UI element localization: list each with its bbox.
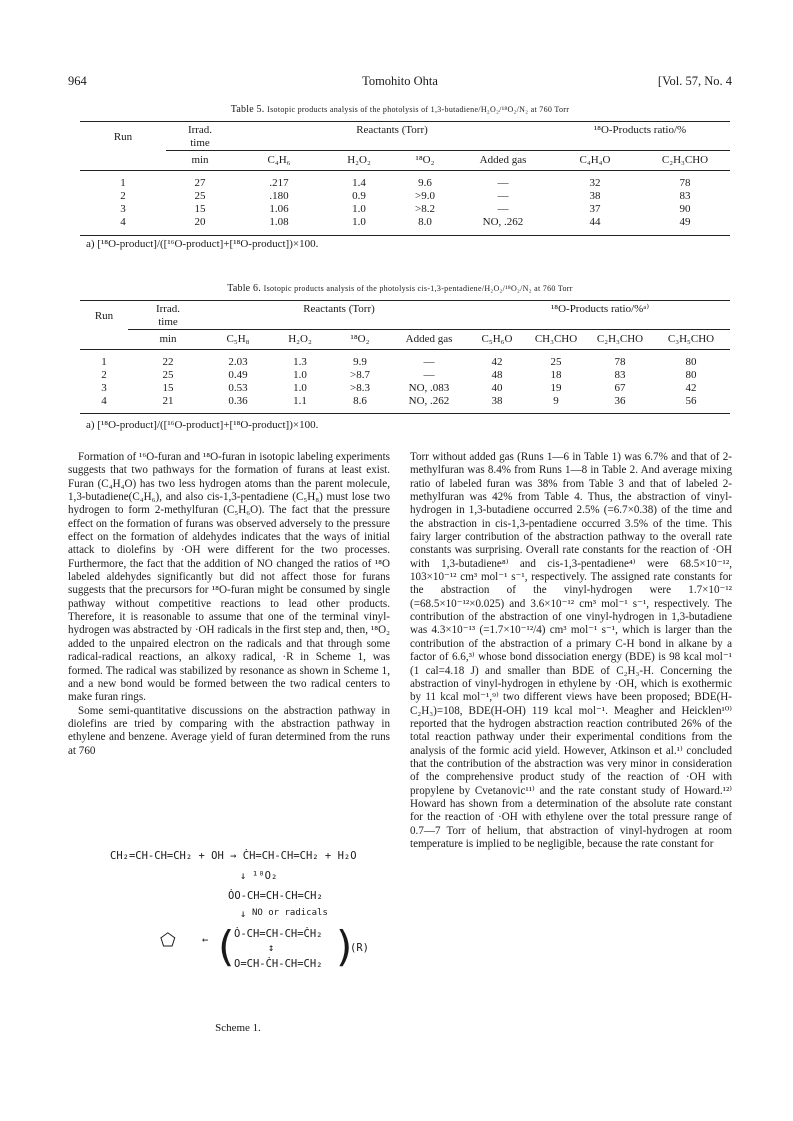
scheme-right-paren: ) [336, 922, 353, 971]
table-cell: 0.9 [352, 190, 366, 202]
table-cell: — [423, 369, 435, 381]
table-cell: 40 [491, 382, 503, 394]
table-cell: .217 [269, 177, 289, 189]
table6-head-ch3cho: CH₃CHO [534, 333, 578, 345]
table6-header-row3 [80, 330, 730, 350]
table-cell: 80 [685, 356, 697, 368]
table-cell: 78 [679, 177, 691, 189]
table-cell: 15 [162, 382, 174, 394]
table-cell: 90 [679, 203, 691, 215]
scheme-line1: CH₂=CH-CH=CH₂ + OH → ĊH=CH-CH=CH₂ + H₂O [110, 850, 357, 862]
table-cell: 25 [194, 190, 206, 202]
table-cell: 0.49 [228, 369, 248, 381]
table-row [80, 395, 730, 408]
table6-products-rule [470, 316, 730, 330]
table5-reactants-rule [234, 137, 550, 151]
table-cell: 1.4 [352, 177, 366, 189]
table-cell: 2 [120, 190, 126, 202]
table-cell: 1.0 [352, 203, 366, 215]
table6-head-c3h5cho: C₃H₅CHO [667, 333, 715, 345]
table6-title: Isotopic products analysis of the photolysis cis-1,3-pentadiene/H₂O₂/¹⁸O₂/N₂ at 760 Torr [263, 284, 573, 293]
table6-head-min: min [159, 333, 177, 345]
table6-head-c5h8: C₅H₈ [226, 333, 250, 345]
table6-header-row1 [80, 303, 730, 316]
table5-head-18o2: ¹⁸O₂ [415, 154, 435, 166]
table-row [80, 203, 730, 216]
table-cell: 1.06 [269, 203, 289, 215]
table-cell: 38 [491, 395, 503, 407]
table-cell: 27 [194, 177, 206, 189]
table6-head-time: time [128, 316, 208, 330]
table5-caption [68, 104, 732, 115]
table6-bottom-rule [80, 413, 730, 414]
table6-head-irrad: Irrad. [155, 303, 181, 315]
table5-header-row3 [80, 151, 730, 171]
table-row [80, 382, 730, 395]
table6-head-products: ¹⁸O-Products ratio/%ᵃ⁾ [550, 303, 650, 315]
scheme-line2: ȮO-CH=CH-CH=CH₂ [228, 890, 323, 902]
table-cell: 9 [553, 395, 559, 407]
table6-head-c5h6o: C₅H₆O [481, 333, 513, 345]
scheme-no-radicals: NO or radicals [252, 908, 328, 918]
table6-head-18o2: ¹⁸O₂ [350, 333, 370, 345]
table-cell: 37 [589, 203, 601, 215]
table-cell: 1.0 [352, 216, 366, 228]
table6-top-rule [80, 300, 730, 301]
scheme-o2: ¹⁸O₂ [252, 870, 278, 882]
table5-top-rule [80, 121, 730, 122]
table-row [80, 216, 730, 229]
table-cell: 4 [101, 395, 107, 407]
paragraph: Some semi-quantitative discussions on the abstraction pathway in diolefins are tried by comparing with the abstraction pathway in ethylene and benzene. Average yield of furan determined from the runs at 760 [68, 704, 390, 757]
table-row [80, 190, 730, 203]
table-cell: 1.3 [293, 356, 307, 368]
table-cell: 42 [491, 356, 503, 368]
table5-head-c4h4o: C₄H₄O [579, 154, 611, 166]
table-cell: >8.3 [350, 382, 370, 394]
scheme-reverse-arrow: ← [202, 934, 209, 946]
table6-head-h2o2: H₂O₂ [288, 333, 312, 345]
table-cell: 19 [550, 382, 562, 394]
table6-head-added-gas: Added gas [405, 333, 453, 345]
table-cell: >9.0 [415, 190, 435, 202]
table6-head-c2h3cho: C₂H₃CHO [596, 333, 644, 345]
table-cell: 56 [685, 395, 697, 407]
scheme-no-arrow: ↓ [240, 908, 247, 920]
scheme-1 [100, 850, 369, 1040]
table-cell: 80 [685, 369, 697, 381]
table-cell: 32 [589, 177, 601, 189]
table-cell: 25 [162, 369, 174, 381]
paragraph: Formation of ¹⁶O-furan and ¹⁸O-furan in isotopic labeling experiments suggests that two pathways for the formation of furans at least exist. Furan (C₄H₄O) has two less hydrogen atoms than the parent molecule, 1,3-butadiene(C₄H₆), and also cis-1,3-pentadiene (C₅H₈) must lose two hydrogen to form 2-methylfuran (C₅H₆O). The fact that the pressure effect on the formation of furans was observed adversely to the pressure effect on the formation of aldehydes indicates that the ways of initial attack to diolefins by ·OH were different for the two processes. Furthermore, the fact that the addition of NO changed the ratios of ¹⁸O labeled aldehydes significantly but did not affect those for furans suggests that the precursors for ¹⁸O-furan might be consumed by single pathway without competitive reactions to lead other products. Therefore, it is reasonable to assume that one of the terminal vinyl-hydrogen was abstracted by ·OH radicals in the first step and, then, ¹⁸O₂ added to the unpaired electron on the radicals and that through some radical-radical reactions, an alkoxy radical, ·R in Scheme 1, was formed. The radical was stabilized by resonance as shown in Scheme 1, and a new bond would be formed between the two radical centers to make furan rings. [68, 451, 390, 704]
table-cell: 2.03 [228, 356, 248, 368]
table-cell: >8.7 [350, 369, 370, 381]
scheme-resonance-2: O=CH-ĊH-CH=CH₂ [234, 958, 323, 970]
table6-label: Table 6. [227, 283, 261, 294]
scheme-resonance-1: Ȯ-CH=CH-CH=ĊH₂ [234, 928, 323, 940]
table-cell: 15 [194, 203, 206, 215]
volume-info: [Vol. 57, No. 4 [657, 74, 732, 88]
table6-head-empty [80, 330, 128, 350]
table-cell: 83 [614, 369, 626, 381]
table-cell: — [497, 190, 509, 202]
right-column [410, 451, 732, 851]
table5-head-c2h3cho: C₂H₃CHO [661, 154, 709, 166]
table6-head-run: Run [94, 309, 114, 322]
running-header [68, 74, 732, 90]
table-cell: 1.1 [293, 395, 307, 407]
table-cell: 38 [589, 190, 601, 202]
table-cell: 67 [614, 382, 626, 394]
table6-reactants-rule [208, 316, 470, 330]
table-cell: 8.6 [353, 395, 367, 407]
table-cell: 3 [101, 382, 107, 394]
table-cell: 21 [162, 395, 174, 407]
table5-title: Isotopic products analysis of the photolysis of 1,3-butadiene/H₂O₂/¹⁸O₂/N₂ at 760 Torr [267, 105, 570, 114]
table-cell: 1 [101, 356, 107, 368]
table-cell: 1.0 [293, 369, 307, 381]
table-cell: 18 [550, 369, 562, 381]
table-cell: — [497, 203, 509, 215]
table-cell: NO, .262 [408, 395, 450, 407]
table-cell: 44 [589, 216, 601, 228]
table5-label: Table 5. [230, 104, 265, 115]
table5-head-irrad: Irrad. [187, 124, 213, 136]
scheme-left-paren: ( [218, 922, 235, 971]
table5-footnote: a) [¹⁸O-product]/([¹⁶O-product]+[¹⁸O-product])×100. [86, 238, 319, 250]
table5-bottom-rule [80, 235, 730, 236]
table5-products-rule [550, 137, 730, 151]
table6-head-reactants: Reactants (Torr) [303, 303, 375, 315]
table5-head-reactants: Reactants (Torr) [356, 124, 428, 136]
table5-header-row1 [80, 124, 730, 137]
table-cell: 1.0 [293, 382, 307, 394]
table6 [80, 303, 730, 408]
table-cell: 20 [194, 216, 206, 228]
table-cell: 9.6 [418, 177, 432, 189]
paragraph: Torr without added gas (Runs 1—6 in Table 1) was 6.7% and that of 2-methylfuran was 8.4% from Runs 1—8 in Table 2. And average mixing ratio of labeled furan was 38% from Table 3 and that of labeled 2-methylfuran was 42% from Table 4. Thus, the abstraction of vinyl-hydrogen in 1,3-butadiene occurred 2.5% (=6.7×0.38) of the time and the abstraction in cis-1,3-pentadiene occurred 3.5% of the time. This fairy larger contribution of the abstraction pathway to the overall rate constants was surprising. Overall rate constants for the reaction of ·OH with 1,3-butadiene⁸⁾ and cis-1,3-pentadiene⁴⁾ were 68.5×10⁻¹², 103×10⁻¹² cm³ mol⁻¹ s⁻¹, respectively. The assigned rate constants for the abstraction of the vinyl-hydrogen were 1.7×10⁻¹² (=68.5×10⁻¹²×0.025) and 3.6×10⁻¹² cm³ mol⁻¹ s⁻¹, respectively. The contribution of the abstraction of one vinyl-hydrogen in 1,3-butadiene was 4.3×10⁻¹³ (=1.7×10⁻¹²/4) cm³ mol⁻¹ s⁻¹, which is larger than the contribution of the abstraction of a primary C-H bond in alkane by a factor of 6.6,³⁾ whose bond dissociation energy (BDE) is 98 kcal mol⁻¹ (1 cal=4.18 J) and smaller than BDE of C₂H₃-H. Concerning the abstraction of vinyl-hydrogen in ethylene by ·OH, which is exothermic by 11 kcal mol⁻¹,⁹⁾ two different views have been proposed; BDE(H-C₂H₃)=108, BDE(H-OH) 119 kcal mol⁻¹. Meagher and Heicklen¹⁰⁾ reported that the hydrogen abstraction reaction contributed 26% of the total reaction pathway under their experimental conditions from the analysis of the formic acid yield. However, Atkinson et al.¹⁾ concluded that the contribution of the abstraction was very minor in consideration of the comprehensive product study of the reaction of ·OH with propylene by Cvetanovic¹¹⁾ and the rate constant study of Howard.¹²⁾ Howard has shown from a determination of the absolute rate constant for the reaction of ·OH with ethylene over the total pressure range of 0.7—7 Torr of helium, that abstraction of vinyl-hydrogen at room temperature is implied to be negligible, because the rate constant for [410, 451, 732, 850]
table-cell: >8.2 [415, 203, 435, 215]
table-cell: 25 [550, 356, 562, 368]
scheme-r-label: (R) [350, 942, 369, 954]
table-cell: 4 [120, 216, 126, 228]
table-cell: NO, .083 [408, 382, 450, 394]
scheme-caption: Scheme 1. [215, 1022, 261, 1034]
table-cell: 0.36 [228, 395, 248, 407]
table6-header-row2 [80, 316, 730, 330]
table5-head-h2o2: H₂O₂ [347, 154, 371, 166]
table-cell: 0.53 [228, 382, 248, 394]
scheme-furan-ring: ⬠ [160, 930, 176, 951]
table-cell: 1.08 [269, 216, 289, 228]
table-cell: NO, .262 [482, 216, 524, 228]
table5-head-run: Run [113, 130, 133, 143]
table-cell: — [423, 356, 435, 368]
table5 [80, 124, 730, 229]
table-row [80, 177, 730, 190]
table-cell: 2 [101, 369, 107, 381]
table5-head-empty [80, 151, 166, 171]
table5-head-added-gas: Added gas [479, 154, 527, 166]
table-cell: 9.9 [353, 356, 367, 368]
table5-head-time: time [166, 137, 234, 151]
table-cell: 49 [679, 216, 691, 228]
table5-header-row2 [80, 137, 730, 151]
table5-head-min: min [191, 154, 209, 166]
table-cell: — [497, 177, 509, 189]
table-cell: 78 [614, 356, 626, 368]
scheme-o2-arrow: ↓ [240, 870, 247, 882]
page-number: 964 [68, 74, 87, 88]
left-column [68, 451, 390, 758]
table-cell: 8.0 [418, 216, 432, 228]
author-name: Tomohito Ohta [362, 74, 438, 88]
table-cell: 22 [162, 356, 174, 368]
table-row [80, 369, 730, 382]
table5-head-c4h6: C₄H₆ [267, 154, 291, 166]
table-cell: 3 [120, 203, 126, 215]
table-cell: 1 [120, 177, 126, 189]
table6-caption [68, 283, 732, 294]
table-cell: 48 [491, 369, 503, 381]
table-cell: 36 [614, 395, 626, 407]
scheme-resonance-arrow: ↕ [268, 942, 275, 954]
table6-footnote: a) [¹⁸O-product]/([¹⁶O-product]+[¹⁸O-product])×100. [86, 419, 319, 431]
table5-head-products: ¹⁸O-Products ratio/% [593, 124, 687, 136]
table-cell: 83 [679, 190, 691, 202]
table-cell: 42 [685, 382, 697, 394]
table-row [80, 356, 730, 369]
table-cell: .180 [269, 190, 289, 202]
